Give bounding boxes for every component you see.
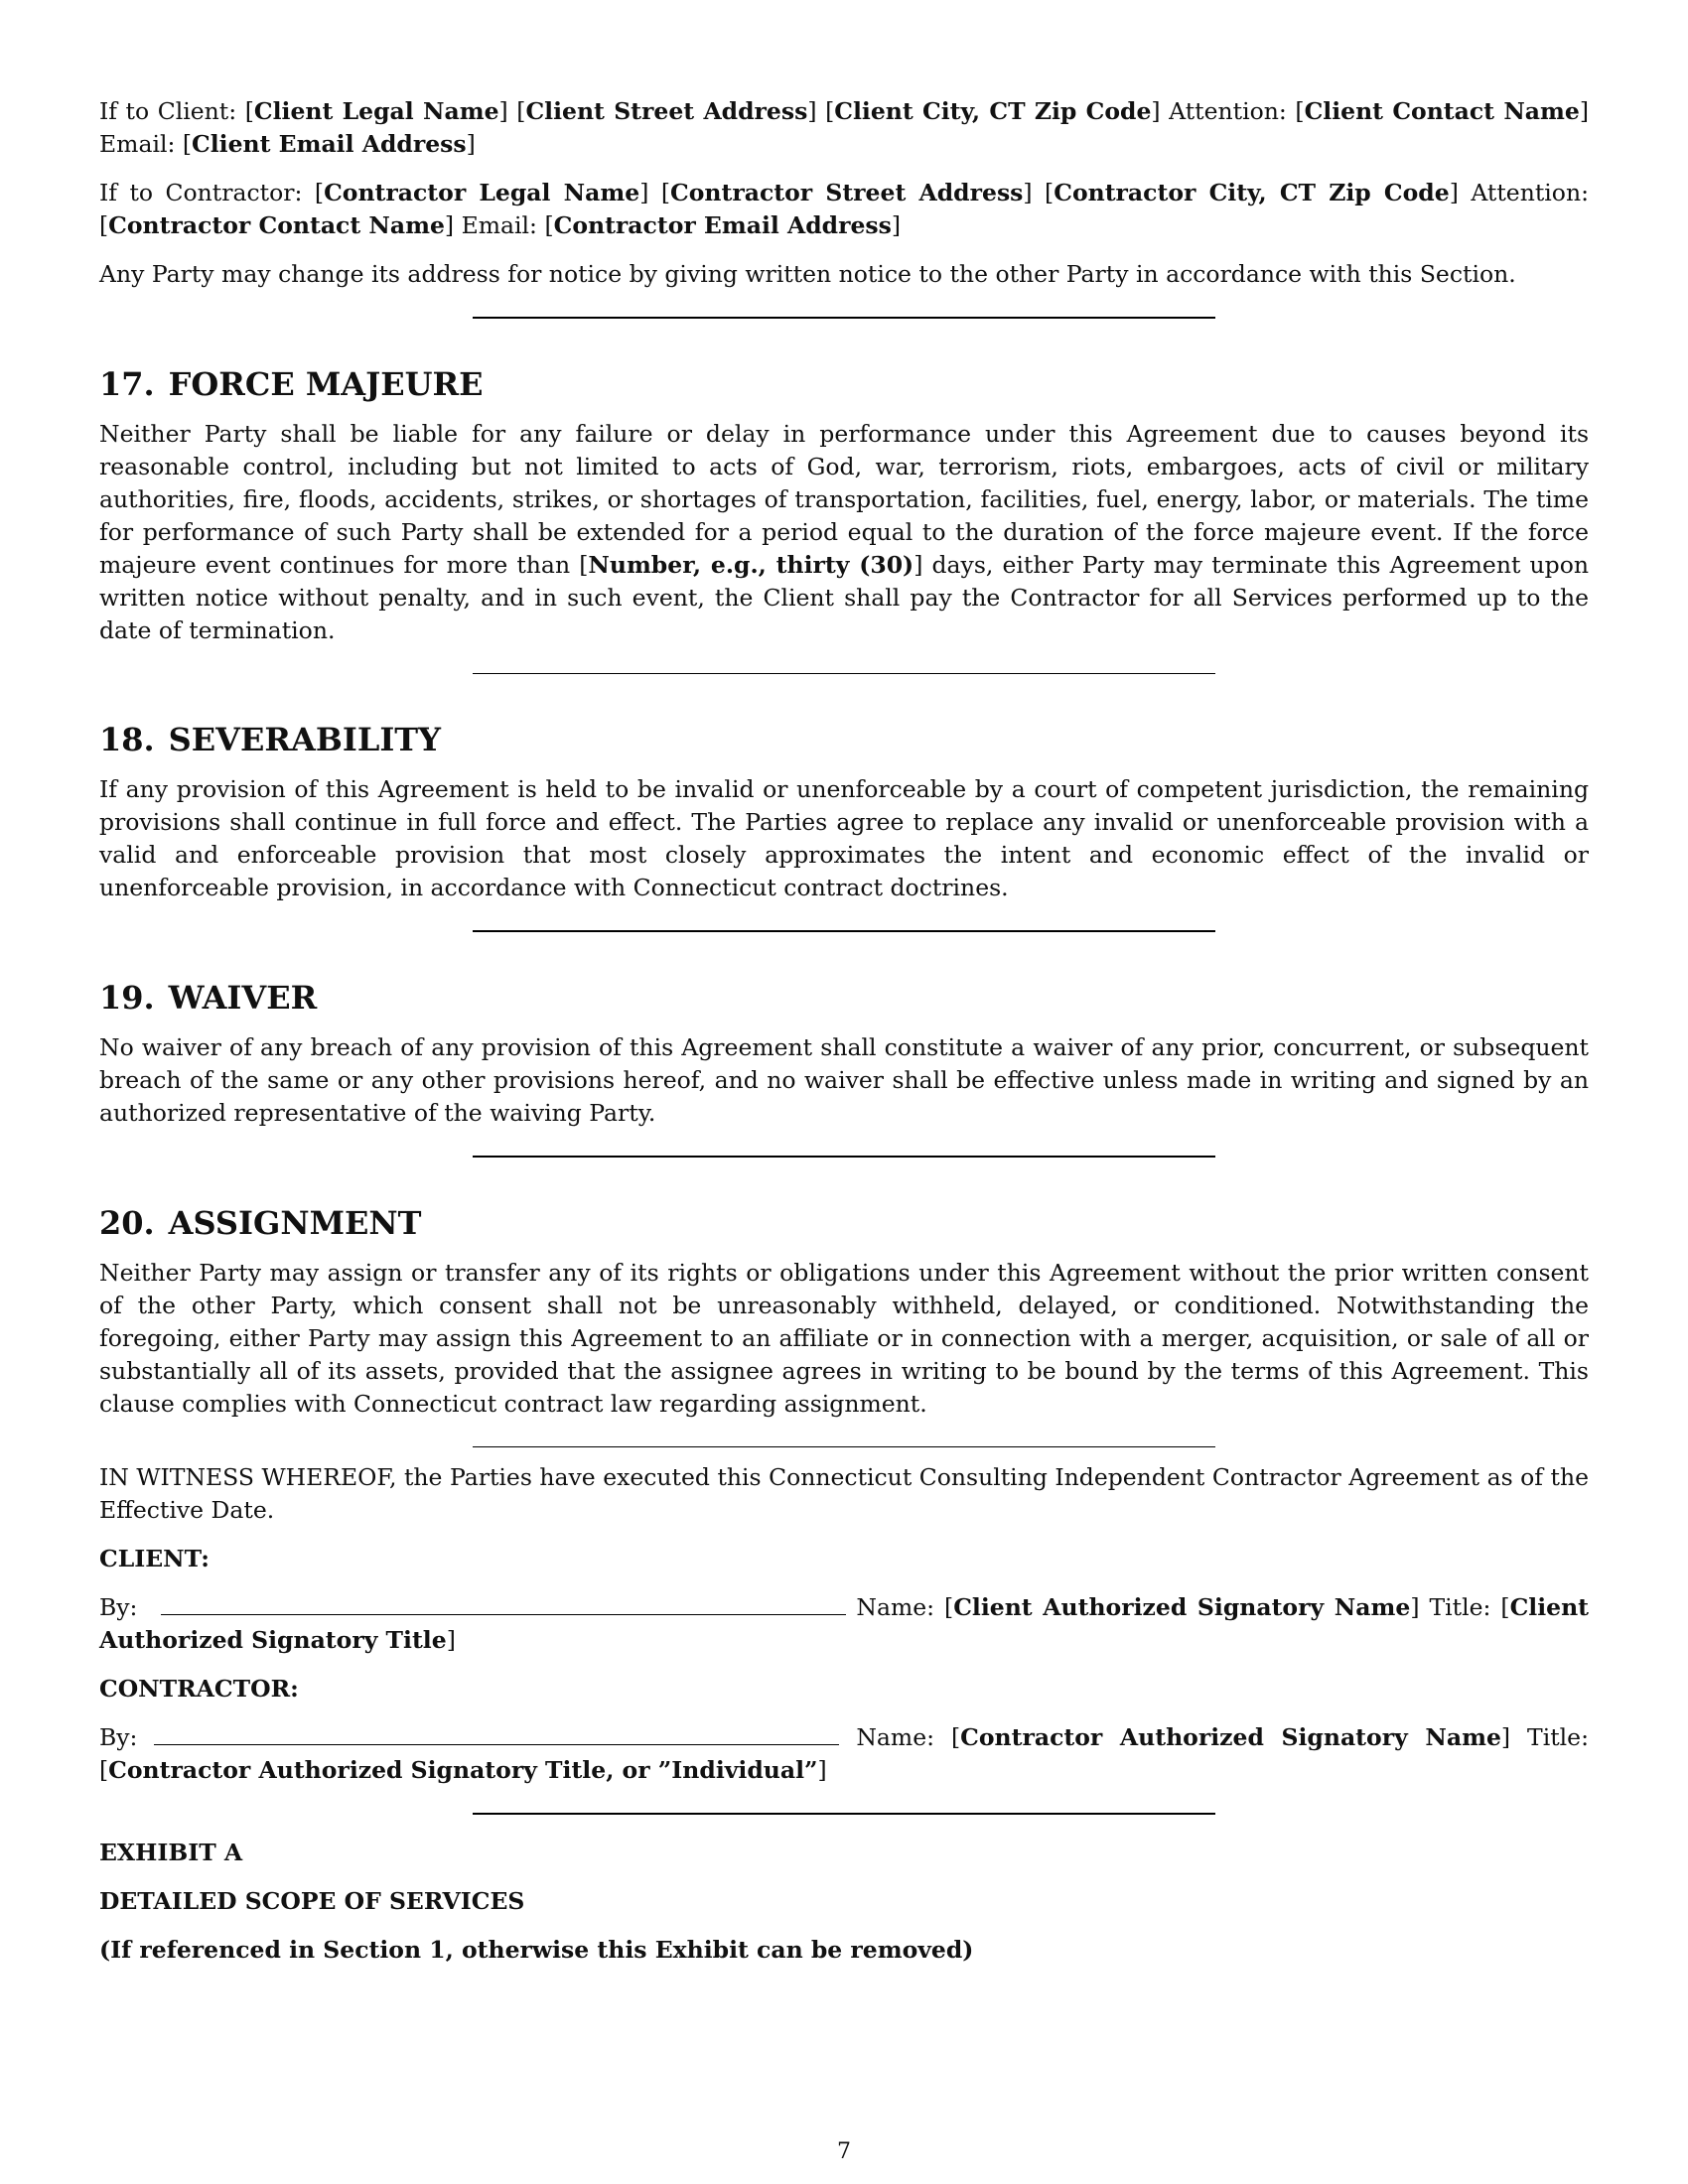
section-divider bbox=[473, 1813, 1215, 1815]
page-number: 7 bbox=[837, 2139, 851, 2164]
exhibit-label: EXHIBIT A bbox=[99, 1839, 243, 1866]
client-signature-line[interactable] bbox=[161, 1592, 846, 1615]
contractor-street-address: Contractor Street Address bbox=[670, 179, 1024, 206]
section-body-18: If any provision of this Agreement is held to be invalid or unenforceable by a court of competent jurisdiction, the remaining provisions shall continue in full force and effect. The Parties agree to replace any invalid or unenforceable provision with a valid and enforceable provision that most closely approximates the intent and economic effect of the invalid or unenforceable provision, in accordance with Connecticut contract doctrines. bbox=[99, 775, 1589, 901]
section-divider bbox=[473, 1156, 1215, 1158]
section-divider bbox=[473, 1446, 1215, 1447]
client-signature-heading: CLIENT: bbox=[99, 1545, 210, 1572]
contractor-signature-heading: CONTRACTOR: bbox=[99, 1675, 299, 1703]
client-legal-name: Client Legal Name bbox=[253, 97, 499, 125]
contractor-signature-block: By: Name: [Contractor Authorized Signatory Name] Title: [Contractor Authorized Signatory Title, or ”Individual”] bbox=[99, 1723, 1589, 1784]
exhibit-note: (If referenced in Section 1, otherwise this Exhibit can be removed) bbox=[99, 1936, 974, 1964]
contractor-legal-name: Contractor Legal Name bbox=[324, 179, 640, 206]
notice-contractor: If to Contractor: [Contractor Legal Name] [Contractor Street Address] [Contractor City, CT Zip Code] Attention: [Contractor Contact Name] Email: [Contractor Email Address] bbox=[99, 179, 1590, 239]
contractor-city-zip: Contractor City, CT Zip Code bbox=[1054, 179, 1450, 206]
force-majeure-days-placeholder: Number, e.g., thirty (30) bbox=[588, 551, 914, 579]
contractor-email-address: Contractor Email Address bbox=[553, 211, 892, 239]
section-divider bbox=[473, 673, 1215, 674]
contractor-signatory-title: Contractor Authorized Signatory Title, or ”Individual” bbox=[108, 1756, 818, 1784]
contractor-signatory-name: Contractor Authorized Signatory Name bbox=[960, 1723, 1501, 1751]
client-signatory-name: Client Authorized Signatory Name bbox=[953, 1593, 1411, 1621]
section-body-19: No waiver of any breach of any provision of this Agreement shall constitute a waiver of any prior, concurrent, or subsequent breach of the same or any other provisions hereof, and no waiver shall be effective unless made in writing and signed by an authorized representative of the waiving Party. bbox=[99, 1033, 1589, 1127]
notice-change-text: Any Party may change its address for notice by giving written notice to the other Party in accordance with this Section. bbox=[99, 260, 1516, 288]
section-divider bbox=[473, 930, 1215, 932]
client-signature-block: By: Name: [Client Authorized Signatory Name] Title: [Client Authorized Signatory Title] bbox=[99, 1593, 1590, 1654]
client-city-zip: Client City, CT Zip Code bbox=[834, 97, 1152, 125]
section-body-17: Neither Party shall be liable for any failure or delay in performance under this Agreement due to causes beyond its reasonable control, including but not limited to acts of God, war, terrorism, riots, embargoes, acts of civil or military authorities, fire, floods, accidents, strikes, or shortages of transportation, facilities, fuel, energy, labor, or materials. The time for performance of such Party shall be extended for a period equal to the duration of the force majeure event. If the force majeure event continues for more than [Number, e.g., thirty (30)] days, either Party may terminate this Agreement upon written notice without penalty, and in such event, the Client shall pay the Contractor for all Services performed up to the date of termination. bbox=[99, 420, 1589, 644]
exhibit-title: DETAILED SCOPE OF SERVICES bbox=[99, 1887, 525, 1915]
contractor-contact-name: Contractor Contact Name bbox=[108, 211, 445, 239]
client-email-address: Client Email Address bbox=[192, 130, 467, 158]
client-contact-name: Client Contact Name bbox=[1304, 97, 1580, 125]
client-signatory-title: Client Authorized Signatory Title bbox=[99, 1593, 1590, 1654]
section-heading-18: 18. SEVERABILITY bbox=[99, 721, 441, 758]
section-heading-20: 20. ASSIGNMENT bbox=[99, 1204, 422, 1242]
section-heading-19: 19. WAIVER bbox=[99, 979, 318, 1017]
section-divider bbox=[473, 317, 1215, 319]
witness-text: IN WITNESS WHEREOF, the Parties have executed this Connecticut Consulting Independent Contractor Agreement as of the Effective Date. bbox=[99, 1463, 1589, 1524]
document-page bbox=[99, 95, 1589, 1982]
notice-client: If to Client: [Client Legal Name] [Client Street Address] [Client City, CT Zip Code] Attention: [Client Contact Name] Email: [Client Email Address] bbox=[99, 97, 1590, 158]
client-street-address: Client Street Address bbox=[525, 97, 808, 125]
section-heading-17: 17. FORCE MAJEURE bbox=[99, 365, 484, 403]
section-body-20: Neither Party may assign or transfer any of its rights or obligations under this Agreement without the prior written consent of the other Party, which consent shall not be unreasonably withheld, delayed, or conditioned. Notwithstanding the foregoing, either Party may assign this Agreement to an affiliate or in connection with a merger, acquisition, or sale of all or substantially all of its assets, provided that the assignee agrees in writing to be bound by the terms of this Agreement. This clause complies with Connecticut contract law regarding assignment. bbox=[99, 1259, 1589, 1418]
contractor-signature-line[interactable] bbox=[154, 1722, 839, 1745]
